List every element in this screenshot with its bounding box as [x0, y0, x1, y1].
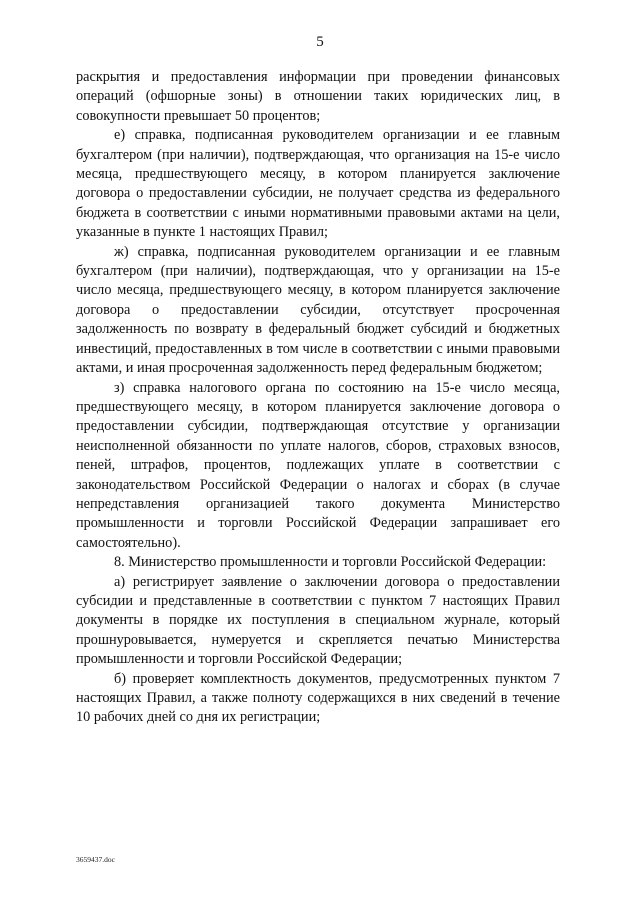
- footer-file-code: 3659437.doc: [76, 855, 115, 864]
- paragraph-item-b: б) проверяет комплектность документов, предусмотренных пунктом 7 настоящих Правил, а также полноту содержащихся в них сведений в течение 10 рабочих дней со дня их регистрации;: [76, 670, 560, 726]
- paragraph-item-zh: ж) справка, подписанная руководителем организации и ее главным бухгалтером (при наличии), подтверждающая, что у организации на 15-е число месяца, предшествующего месяцу, в котором планируется заключение договора о предоставлении субсидии, отсутствует просроченная задолженность по возврату в федеральный бюджет субсидий и бюджетных инвестиций, предоставленных в том числе в соответствии с иными правовыми актами, и иная просроченная задолженность перед федеральным бюджетом;: [76, 243, 560, 377]
- paragraph-section-8: 8. Министерство промышленности и торговли Российской Федерации:: [114, 554, 547, 571]
- paragraph-item-e: е) справка, подписанная руководителем организации и ее главным бухгалтером (при наличии), подтверждающая, что организация на 15-е число месяца, предшествующего месяцу, в котором планируется заключение договора о предоставлении субсидии, не получает средства из федерального бюджета в соответствии с иными нормативными правовыми актами на цели, указанные в пункте 1 настоящих Правил;: [76, 127, 560, 241]
- paragraph-continuation: раскрытия и предоставления информации при проведении финансовых операций (офшорные зоны) в отношении таких юридических лиц, в совокупности превышает 50 процентов;: [76, 69, 560, 124]
- paragraph-item-a: а) регистрирует заявление о заключении договора о предоставлении субсидии и представленные в соответствии с пунктом 7 настоящих Правил документы в порядке их поступления в специальном журнале, который прошнуровывается, нумеруется и скрепляется печатью Министерства промышленности и торговли Российской Федерации;: [76, 573, 560, 668]
- paragraph-item-z: з) справка налогового органа по состоянию на 15-е число месяца, предшествующего месяцу, в котором планируется заключение договора о предоставлении субсидии, подтверждающая отсутствие у организации неисполненной обязанности по уплате налогов, сборов, страховых взносов, пеней, штрафов, процентов, подлежащих уплате в соответствии с законодательством Российской Федерации о налогах и сборах (в случае непредставления организацией такого документа Министерство промышленности и торговли Российской Федерации запрашивает его самостоятельно).: [76, 379, 560, 551]
- page-number: 5: [316, 34, 324, 50]
- document-body: [76, 68, 560, 728]
